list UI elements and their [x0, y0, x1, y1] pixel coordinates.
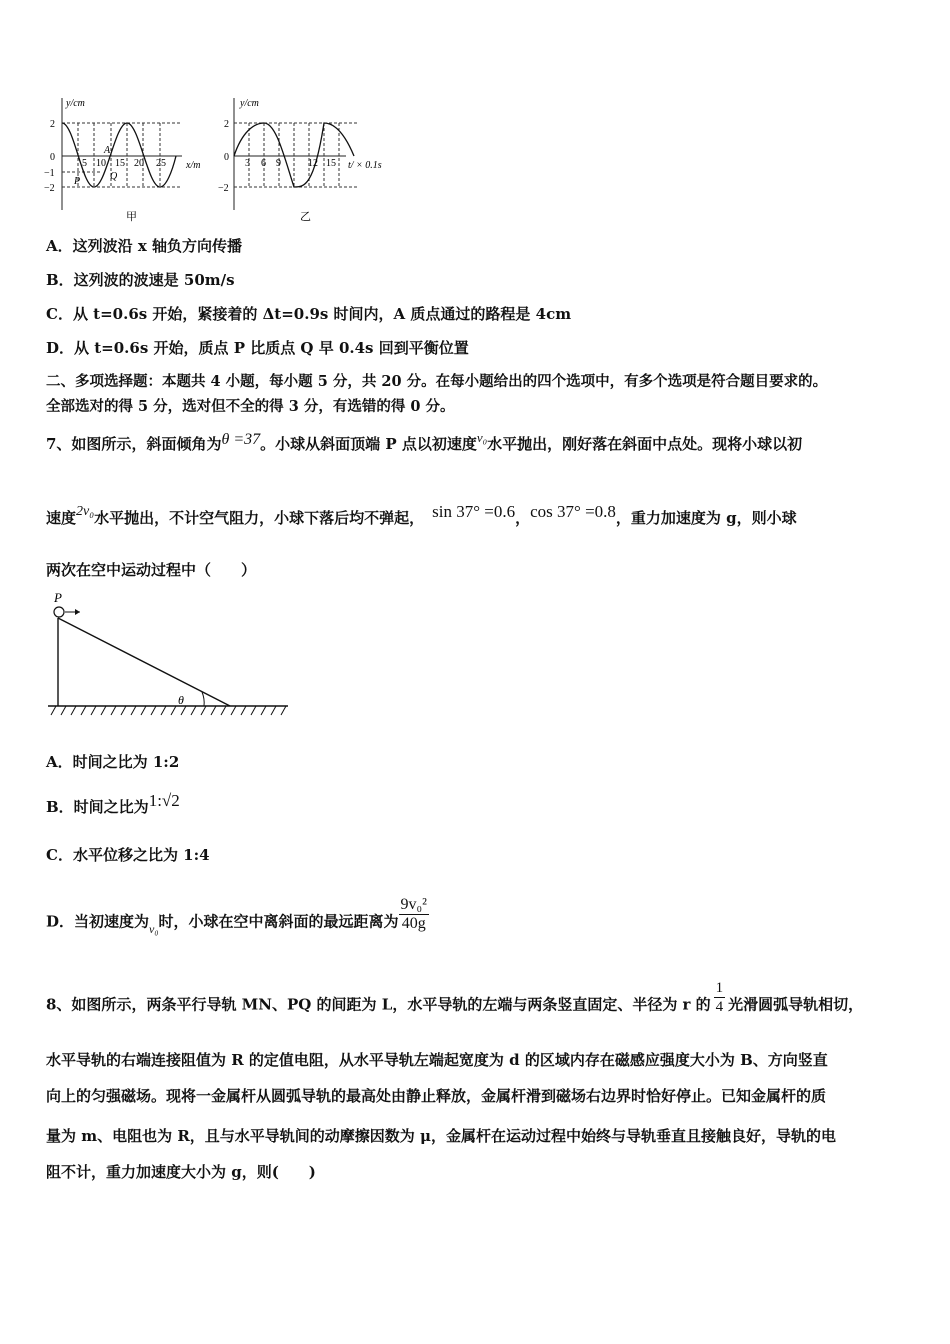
q7-text: 。小球从斜面顶端 P 点以初速度: [260, 435, 477, 453]
section-header-line2: 全部选对的得 5 分，选对但不全的得 3 分，有选错的得 0 分。: [46, 398, 455, 415]
point-q-label: Q: [110, 171, 118, 182]
wave-graph-yi: [218, 92, 418, 227]
q8-line2: 水平导轨的右端连接阻值为 R 的定值电阻，从水平导轨左端起宽度为 d 的区域内存在磁感应强度大小为 B、方向竖直: [46, 1051, 828, 1069]
q7-line3: 两次在空中运动过程中（ ）: [46, 561, 257, 579]
q7-opt-d-text: 时，小球在空中离斜面的最远距离为: [158, 912, 399, 931]
x-tick-25: 25: [156, 158, 166, 169]
q7-text: 7、如图所示，斜面倾角为: [46, 435, 222, 453]
point-p-label: P: [74, 176, 81, 187]
q8-line3: 向上的匀强磁场。现将一金属杆从圆弧导轨的最高处由静止释放，金属杆滑到磁场右边界时恰好停止。已知金属杆的质: [46, 1087, 827, 1105]
q8-text: 光滑圆弧导轨相切，: [728, 995, 864, 1014]
graph-caption: 甲: [126, 211, 137, 223]
y-tick-neg1: −1: [44, 168, 55, 179]
q7-opt-d-text: D．当初速度为: [46, 912, 150, 931]
q7-line2: [46, 502, 797, 530]
q7-text: 速度: [46, 509, 77, 527]
incline-slope: [58, 618, 230, 706]
y-axis-label: y/cm: [240, 98, 259, 109]
y-tick-2: 2: [50, 119, 55, 130]
y-tick-neg2: −2: [218, 183, 229, 194]
q7-opt-b-text: B．时间之比为: [46, 798, 149, 816]
q7-v0: v₀: [476, 430, 488, 445]
x-tick-10: 10: [96, 158, 106, 169]
ground-hatch: [51, 706, 286, 715]
wave-graph-jia: [40, 92, 220, 227]
q7-text: 水平抛出，刚好落在斜面中点处。现将小球以初: [487, 435, 803, 453]
y-axis-label: y/cm: [66, 98, 85, 109]
q7-opt-d-v0: v₀: [149, 921, 159, 936]
q7-text: 水平抛出，不计空气阻力，小球下落后均不弹起，: [94, 509, 425, 527]
y-tick-neg2: −2: [44, 183, 55, 194]
angle-arc: [202, 692, 204, 706]
x-axis-label: x/m: [186, 160, 201, 171]
q8-line5: 阻不计，重力加速度大小为 g，则( ): [46, 1163, 316, 1181]
q7-opt-d-fraction: $\frac{\text{9v₀²}}{40g}$: [400, 896, 427, 932]
ball: [54, 607, 64, 617]
q7-text: ，: [515, 509, 531, 527]
q7-option-d: [46, 896, 429, 941]
q7-line1: [46, 430, 803, 455]
q7-option-a: A．时间之比为 1:2: [46, 753, 180, 771]
q6-option-d: D．从 t=0.6s 开始，质点 P 比质点 Q 早 0.4s 回到平衡位置: [46, 339, 469, 357]
x-tick-20: 20: [134, 158, 144, 169]
q7-option-c: C．水平位移之比为 1:4: [46, 846, 210, 864]
q6-option-c: C．从 t=0.6s 开始，紧接着的 Δt=0.9s 时间内，A 质点通过的路程是 4cm: [46, 305, 572, 323]
x-tick-5: 5: [82, 158, 87, 169]
x-tick-9: 9: [276, 158, 281, 169]
x-tick-3: 3: [245, 158, 250, 169]
x-tick-15: 15: [326, 158, 336, 169]
q8-line4: 量为 m、电阻也为 R，且与水平导轨间的动摩擦因数为 μ，金属杆在运动过程中始终与导轨垂直且接触良好，导轨的电: [46, 1127, 836, 1145]
q7-2v0: 2v₀: [76, 504, 95, 519]
y-tick-2: 2: [224, 119, 229, 130]
q7-option-b: [46, 791, 180, 817]
point-a-label: A: [104, 145, 111, 156]
q6-option-b: B．这列波的波速是 50m/s: [46, 271, 235, 289]
x-axis-label: t/ × 0.1s: [348, 160, 382, 171]
graph-caption: 乙: [300, 211, 311, 223]
x-tick-6: 6: [261, 158, 266, 169]
y-tick-0: 0: [50, 152, 55, 163]
q7-sin: sin 37° =0.6: [432, 502, 516, 521]
q7-theta: θ =37: [221, 431, 261, 448]
q7-text: ，重力加速度为 g，则小球: [615, 509, 797, 527]
q8-line1: [46, 980, 864, 1024]
q7-cos: cos 37° =0.8: [530, 502, 616, 521]
theta-label: θ: [178, 693, 184, 707]
q8-text: 8、如图所示，两条平行导轨 MN、PQ 的间距为 L，水平导轨的左端与两条竖直固定、半径为 r 的: [46, 995, 711, 1014]
x-tick-15: 15: [115, 158, 125, 169]
q8-quarter-fraction: $\frac{1}{4}$: [715, 980, 724, 1015]
y-tick-0: 0: [224, 152, 229, 163]
incline-figure: [44, 592, 294, 722]
section-header-line1: 二、多项选择题：本题共 4 小题，每小题 5 分，共 20 分。在每小题给出的四个选项中，有多个选项是符合题目要求的。: [46, 373, 828, 390]
q6-option-a: A．这列波沿 x 轴负方向传播: [46, 237, 243, 255]
q7-opt-b-ratio: 1:√2: [148, 791, 180, 810]
point-p-label: P: [54, 592, 62, 605]
x-tick-12: 12: [308, 158, 318, 169]
